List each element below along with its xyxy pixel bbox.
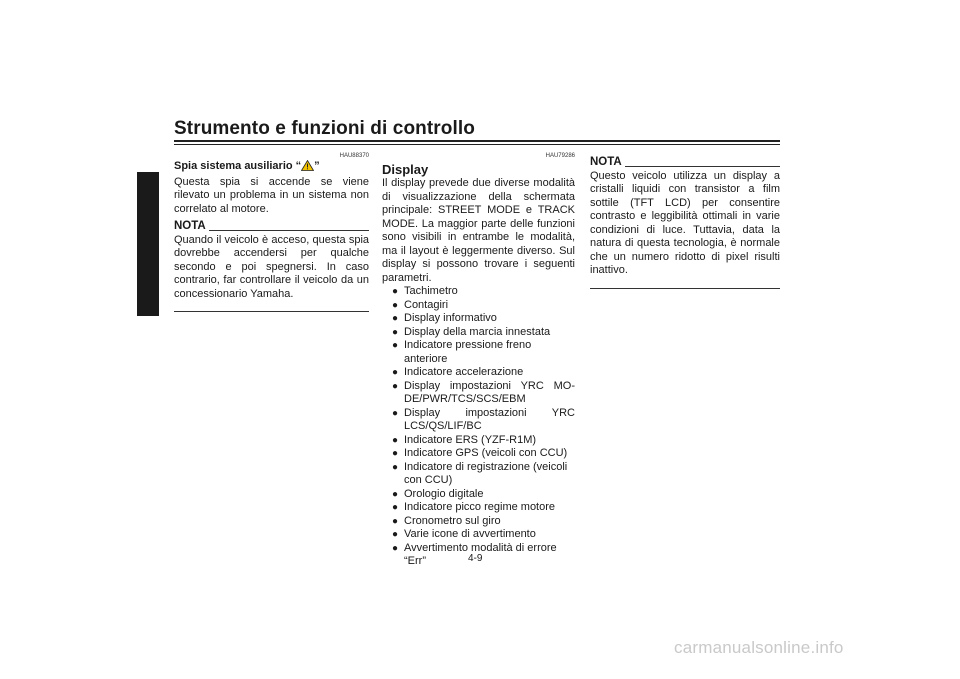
chapter-tab [137, 172, 159, 316]
list-item-text: Display della marcia innestata [404, 325, 551, 338]
display-intro: Il display prevede due diverse modalità di visualizzazione della schermata principale: STREET MODE e TRACK MODE. La maggior parte delle funzioni sono visibili in entrambe le modalità, ma il layout è leggermente diverso. Sul display si possono trovare i seguenti parametri. [382, 177, 575, 284]
nota-label: NOTA [174, 220, 206, 232]
list-item [392, 461, 575, 488]
list-item [392, 407, 575, 434]
nota-header [174, 220, 369, 234]
bullet-icon: ● [392, 367, 399, 378]
list-item [392, 299, 575, 313]
watermark: carmanualsonline.info [674, 638, 844, 657]
bullet-icon: ● [392, 286, 399, 297]
list-item [392, 366, 575, 380]
nota-label: NOTA [590, 156, 622, 168]
list-item [392, 447, 575, 461]
list-item-text: Contagiri [404, 298, 449, 311]
nota-rule [625, 166, 780, 167]
nota-text: Questo veicolo utilizza un display a cristalli liquidi con transistor a film sottile (TFT LCD) per consentire contrasto e leggibilità ottimali in varie condizioni di luce. Tuttavia, data la natura di questa tecnologia, è normale che un numero ridotto di pixel risulti inattivo. [590, 169, 780, 276]
list-item-text: Varie icone di avvertimento [404, 528, 536, 540]
list-item [392, 434, 575, 448]
list-item-text: Display informativo [404, 312, 497, 324]
nota-end-rule [174, 311, 369, 312]
column-left [174, 152, 369, 312]
section-heading-auxiliary-warning [174, 160, 369, 176]
bullet-icon: ● [392, 515, 399, 527]
bullet-icon: ● [392, 461, 399, 473]
nota-end-rule [590, 288, 780, 289]
bullet-icon: ● [392, 299, 399, 311]
list-item [392, 542, 575, 569]
list-item-text: Avvertimento modalità di errore “Err” [404, 541, 557, 567]
list-item-text: Cronometro sul giro [404, 514, 501, 527]
list-item-text: Indicatore di registrazione (veicoli con CCU) [404, 460, 568, 486]
list-item-text: Display impostazioni YRC LCS/QS/LIF/BC [404, 406, 575, 432]
bullet-icon: ● [392, 502, 399, 513]
list-item-text: Orologio digitale [404, 487, 484, 500]
list-item-text: Display impostazioni YRC MODE/PWR/TCS/SCS/EBM [404, 379, 575, 405]
column-middle [382, 152, 575, 569]
section-code: HAU79286 [545, 153, 575, 159]
bullet-icon: ● [392, 326, 399, 338]
list-item [392, 501, 575, 515]
nota-text: Quando il veicolo è acceso, questa spia dovrebbe accendersi per qualche secondo e poi spegnersi. In caso contrario, far controllare il veicolo da un concessionario Yamaha. [174, 233, 369, 300]
page-title: Strumento e funzioni di controllo [174, 118, 475, 139]
bullet-icon: ● [392, 434, 399, 446]
warning-triangle-icon [301, 160, 314, 176]
bullet-icon: ● [392, 488, 399, 500]
list-item-text: Indicatore accelerazione [404, 366, 524, 378]
bullet-icon: ● [392, 407, 399, 419]
section-code: HAU88370 [339, 153, 369, 159]
nota-rule [209, 230, 369, 231]
bullet-icon: ● [392, 340, 399, 351]
list-item-text: Tachimetro [404, 285, 458, 297]
nota-header [590, 156, 780, 170]
list-item [392, 380, 575, 407]
list-item-text: Indicatore ERS (YZF-R1M) [404, 433, 537, 446]
bullet-icon: ● [392, 448, 399, 459]
section-body: Questa spia si accende se viene rilevato un problema in un sistema non correlato al motore. [174, 175, 369, 215]
column-right [590, 152, 780, 289]
list-item [392, 312, 575, 326]
list-item-text: Indicatore pressione freno anteriore [404, 339, 532, 365]
list-item [392, 488, 575, 502]
section-heading-display: Display [382, 162, 429, 177]
bullet-icon: ● [392, 313, 399, 324]
bullet-icon: ● [392, 542, 399, 554]
heading-text-post: ” [314, 160, 320, 172]
title-rule [174, 140, 780, 142]
list-item-text: Indicatore picco regime motore [404, 501, 556, 513]
list-item [392, 528, 575, 542]
bullet-icon: ● [392, 380, 399, 392]
page-number: 4-9 [468, 553, 483, 564]
heading-text-pre: Spia sistema ausiliario “ [174, 160, 302, 172]
bullet-icon: ● [392, 529, 399, 540]
chapter-number: 4 [145, 246, 152, 260]
list-item-text: Indicatore GPS (veicoli con CCU) [404, 447, 568, 459]
title-rule-thin [174, 144, 780, 145]
list-item [392, 339, 575, 366]
list-item [392, 285, 575, 299]
display-parameter-list [382, 285, 575, 569]
list-item [392, 326, 575, 340]
list-item [392, 515, 575, 529]
